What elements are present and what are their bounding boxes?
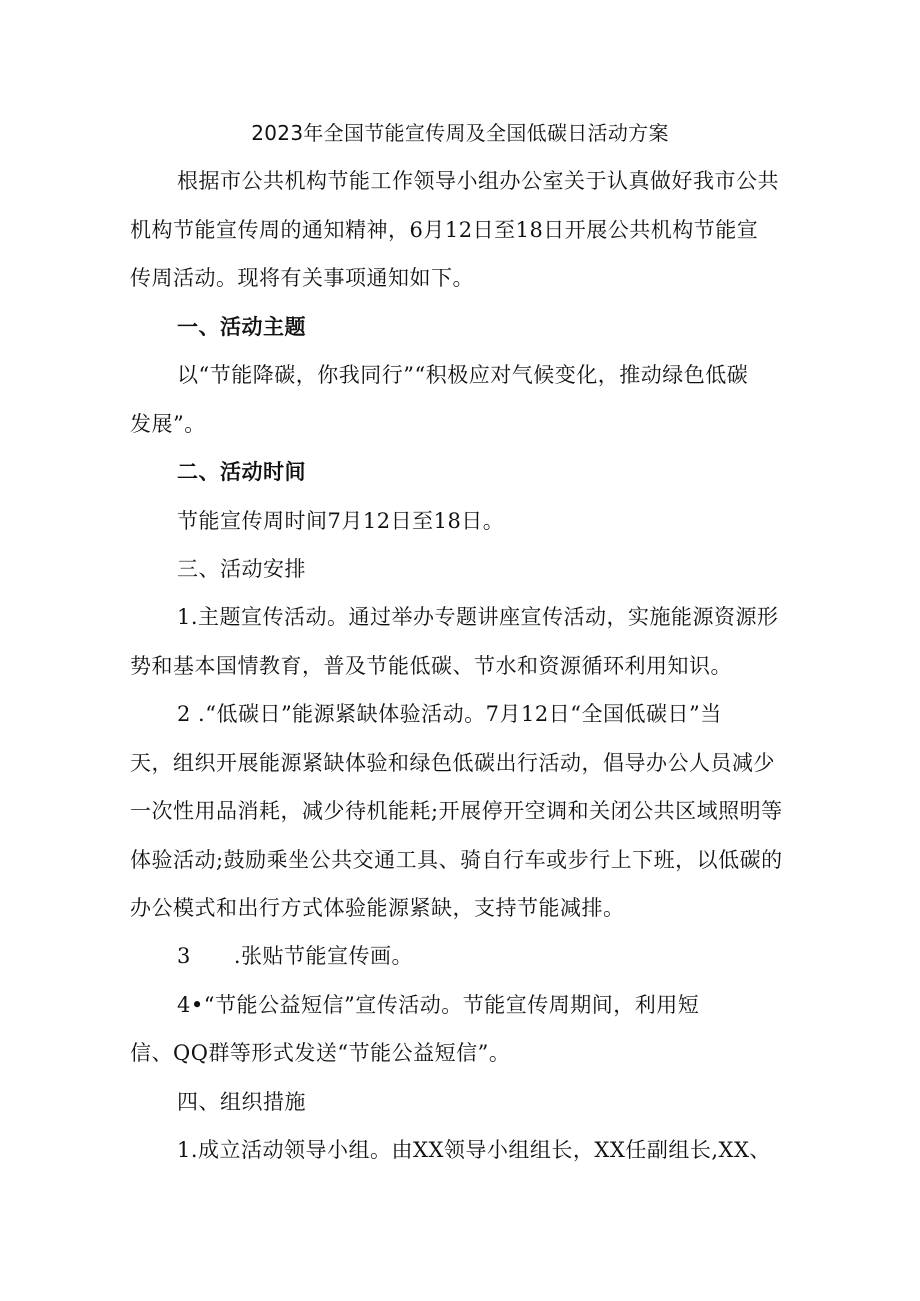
paragraph-line: 机构节能宣传周的通知精神，6月12日至18日开展公共机构节能宣: [130, 218, 759, 242]
section-heading: 二、活动时间: [177, 460, 306, 484]
paragraph-line: 传周活动。现将有关事项通知如下。: [130, 266, 474, 290]
paragraph-line: 一次性用品消耗，减少待机能耗;开展停开空调和关闭公共区域照明等: [130, 799, 783, 823]
paragraph-line: 天，组织开展能源紧缺体验和绿色低碳出行活动，倡导办公人员减少: [130, 751, 775, 775]
paragraph-line: 节能宣传周时间7月12日至18日。: [177, 509, 505, 533]
paragraph-line: 2 .“低碳日”能源紧缺体验活动。7月12日“全国低碳日”当: [177, 702, 722, 726]
section-heading: 一、活动主题: [177, 315, 306, 339]
paragraph-line: 势和基本国情教育，普及节能低碳、节水和资源循环利用知识。: [130, 654, 732, 678]
paragraph-line: 3 .张贴节能宣传画。: [177, 944, 414, 968]
paragraph-line: 体验活动;鼓励乘坐公共交通工具、骑自行车或步行上下班，以低碳的: [130, 848, 783, 872]
section-heading: 四、组织措施: [177, 1090, 306, 1114]
paragraph-line: 信、QQ群等形式发送“节能公益短信”。: [130, 1041, 511, 1065]
paragraph-line: 1.主题宣传活动。通过举办专题讲座宣传活动，实施能源资源形: [177, 605, 779, 629]
paragraph-line: 4•“节能公益短信”宣传活动。节能宣传周期间，利用短: [177, 993, 700, 1017]
section-heading: 三、活动安排: [177, 557, 306, 581]
paragraph-line: 根据市公共机构节能工作领导小组办公室关于认真做好我市公共: [177, 169, 779, 193]
document-title: 2023年全国节能宣传周及全国低碳日活动方案: [251, 121, 669, 145]
paragraph-line: 办公模式和出行方式体验能源紧缺，支持节能减排。: [130, 896, 625, 920]
paragraph-line: 发展”。: [130, 412, 206, 436]
paragraph-line: 1.成立活动领导小组。由XX领导小组组长，XX任副组长,XX、: [177, 1138, 771, 1162]
paragraph-line: 以“节能降碳，你我同行”“积极应对气候变化，推动绿色低碳: [177, 363, 749, 387]
